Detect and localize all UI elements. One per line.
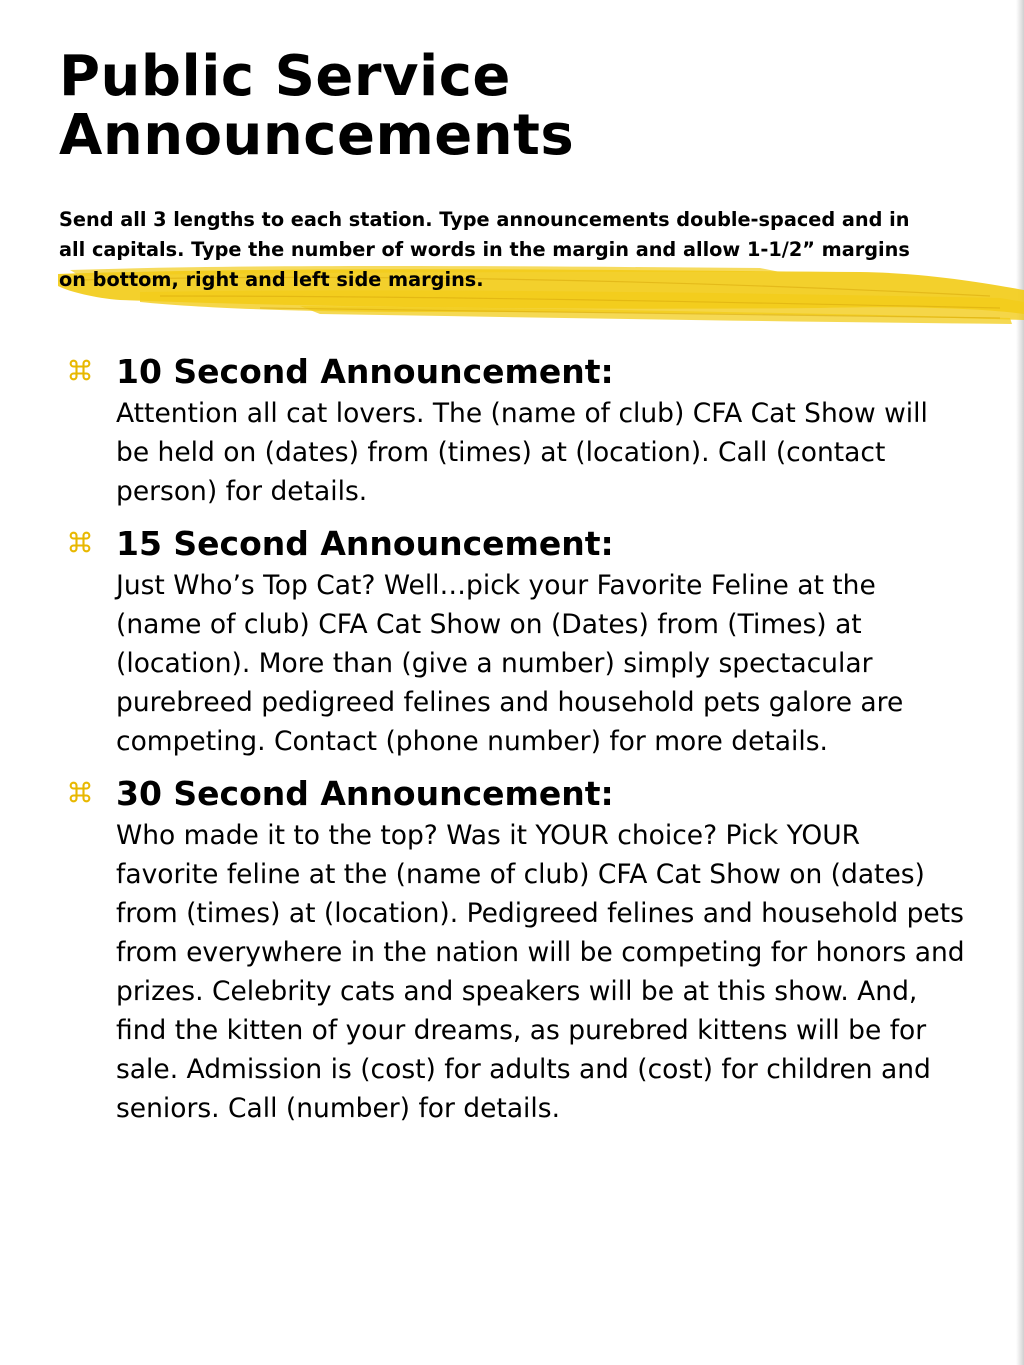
announcement-body: Just Who’s Top Cat? Well…pick your Favorite Feline at the (name of club) CFA Cat Show on (Dates) from (Times) at (location). More than (give a number) simply spectacular purebreed pedigreed felines and household pets galore are competing. Contact (phone number) for more details. xyxy=(116,570,904,757)
announcement-item-30-second xyxy=(0,772,1024,1128)
title-line-1: Public Service xyxy=(59,44,511,109)
instructions-text: Send all 3 lengths to each station. Type announcements double-spaced and in all capitals. Type the number of words in the margin and allow 1-1/2” margins on bottom, right and left side margins. xyxy=(59,208,910,291)
command-key-icon xyxy=(66,778,94,806)
announcement-heading: 15 Second Announcement: xyxy=(116,524,614,563)
command-key-icon xyxy=(66,528,94,556)
command-key-icon xyxy=(66,356,94,384)
announcement-heading: 10 Second Announcement: xyxy=(116,352,614,391)
announcement-body: Attention all cat lovers. The (name of club) CFA Cat Show will be held on (dates) from (times) at (location). Call (contact person) for details. xyxy=(116,398,928,507)
announcement-body: Who made it to the top? Was it YOUR choice? Pick YOUR favorite feline at the (name of club) CFA Cat Show on (dates) from (times) at (location). Pedigreed felines and household pets from everywhere in the nation will be competing for honors and prizes. Celebrity cats and speakers will be at this show. And, find the kitten of your dreams, as purebred kittens will be for sale. Admission is (cost) for adults and (cost) for children and seniors. Call (number) for details. xyxy=(116,820,965,1124)
announcement-item-10-second xyxy=(0,350,1024,511)
announcement-item-15-second xyxy=(0,522,1024,761)
title-line-2: Announcements xyxy=(59,102,575,168)
page-title xyxy=(59,44,575,168)
announcement-list xyxy=(0,350,1024,1139)
announcement-heading: 30 Second Announcement: xyxy=(116,774,614,813)
